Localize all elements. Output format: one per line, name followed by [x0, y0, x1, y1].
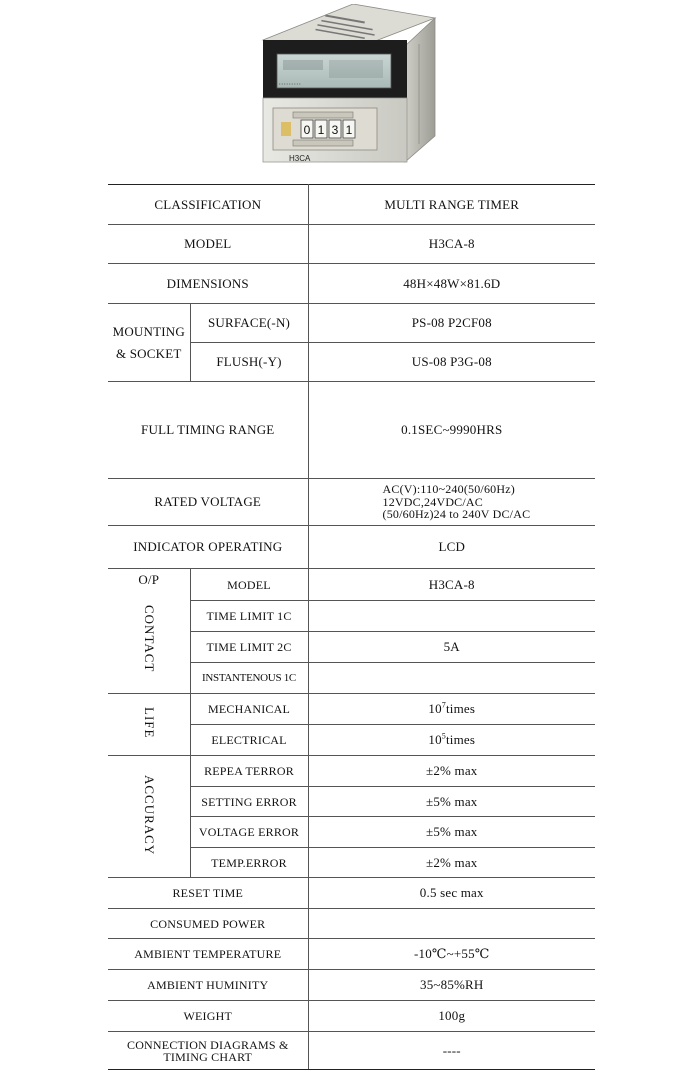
op-model-label: MODEL [190, 569, 308, 601]
time-limit-1c-value [308, 601, 595, 632]
rated-voltage-value [308, 479, 595, 526]
row-rated-voltage [108, 479, 595, 526]
mechanical-label: MECHANICAL [190, 694, 308, 725]
svg-text:• • • • • • • • •: • • • • • • • • • [279, 81, 301, 86]
connection-label [108, 1032, 308, 1070]
row-mounting-surface [108, 304, 595, 343]
row-model [108, 225, 595, 264]
row-classification [108, 185, 595, 225]
row-ambient-temperature [108, 939, 595, 970]
ambient-temperature-label: AMBIENT TEMPERATURE [108, 939, 308, 970]
setting-error-value: ±5% max [308, 787, 595, 817]
time-limit-2c-value: 5A [308, 632, 595, 663]
weight-label: WEIGHT [108, 1001, 308, 1032]
model-value: H3CA-8 [308, 225, 595, 264]
ambient-huminity-value: 35~85%RH [308, 970, 595, 1001]
rated-voltage-line2: 12VDC,24VDC/AC [382, 494, 483, 509]
life-label-cell [108, 694, 190, 756]
instantenous-1c-value [308, 663, 595, 694]
op-model-value: H3CA-8 [308, 569, 595, 601]
repeat-error-value: ±2% max [308, 756, 595, 787]
row-full-timing-range [108, 382, 595, 479]
indicator-operating-value: LCD [308, 526, 595, 569]
electrical-value [308, 725, 595, 756]
full-timing-range-value: 0.1SEC~9990HRS [308, 382, 595, 479]
mounting-label-line1: MOUNTING [112, 323, 185, 339]
reset-time-label: RESET TIME [108, 878, 308, 909]
instantenous-1c-label: INSTANTENOUS 1C [190, 663, 308, 694]
electrical-exp: 5 [441, 731, 446, 741]
electrical-base: 10 [428, 732, 442, 747]
connection-label-line2: TIMING CHART [163, 1049, 253, 1064]
spec-table [108, 184, 595, 1070]
op-contact-label [108, 569, 190, 694]
row-indicator-operating [108, 526, 595, 569]
temp-error-label: TEMP.ERROR [190, 848, 308, 878]
voltage-error-label: VOLTAGE ERROR [190, 817, 308, 848]
consumed-power-value [308, 909, 595, 939]
contact-vertical-label: CONTACT [141, 604, 157, 673]
row-consumed-power [108, 909, 595, 939]
repeat-error-label: REPEA TERROR [190, 756, 308, 787]
op-label: O/P [138, 572, 160, 587]
flush-label: FLUSH(-Y) [190, 343, 308, 382]
product-panel-label: H3CA [289, 154, 311, 163]
surface-label: SURFACE(-N) [190, 304, 308, 343]
row-life-mechanical [108, 694, 595, 725]
consumed-power-label: CONSUMED POWER [108, 909, 308, 939]
digit-3: 3 [331, 123, 339, 137]
mechanical-value [308, 694, 595, 725]
voltage-error-value: ±5% max [308, 817, 595, 848]
accuracy-vertical-label: ACCURACY [141, 774, 157, 856]
ambient-huminity-label: AMBIENT HUMINITY [108, 970, 308, 1001]
mechanical-exp: 7 [441, 700, 446, 710]
classification-value: MULTI RANGE TIMER [308, 185, 595, 225]
flush-value: US-08 P3G-08 [308, 343, 595, 382]
surface-value: PS-08 P2CF08 [308, 304, 595, 343]
time-limit-2c-label: TIME LIMIT 2C [190, 632, 308, 663]
classification-label: CLASSIFICATION [108, 185, 308, 225]
dimensions-label: DIMENSIONS [108, 264, 308, 304]
rated-voltage-label: RATED VOLTAGE [108, 479, 308, 526]
connection-label-line1: CONNECTION DIAGRAMS & [126, 1037, 289, 1052]
time-limit-1c-label: TIME LIMIT 1C [190, 601, 308, 632]
mechanical-base: 10 [428, 701, 442, 716]
ambient-temperature-value: -10℃~+55℃ [308, 939, 595, 970]
weight-value: 100g [308, 1001, 595, 1032]
row-reset-time [108, 878, 595, 909]
reset-time-value: 0.5 sec max [308, 878, 595, 909]
row-op-model [108, 569, 595, 601]
connection-value: ---- [308, 1032, 595, 1070]
row-weight [108, 1001, 595, 1032]
row-repeat-error [108, 756, 595, 787]
row-ambient-huminity [108, 970, 595, 1001]
digit-4: 1 [345, 123, 353, 137]
full-timing-range-label: FULL TIMING RANGE [108, 382, 308, 479]
timer-product-image [255, 4, 445, 172]
life-vertical-label: LIFE [141, 707, 157, 739]
digit-2: 1 [317, 123, 325, 137]
electrical-unit: times [445, 732, 476, 747]
row-connection [108, 1032, 595, 1070]
indicator-operating-label: INDICATOR OPERATING [108, 526, 308, 569]
mechanical-unit: times [445, 701, 476, 716]
rated-voltage-line1: AC(V):110~240(50/60Hz) [382, 482, 515, 497]
temp-error-value: ±2% max [308, 848, 595, 878]
row-dimensions [108, 264, 595, 304]
mounting-socket-label [108, 304, 190, 382]
digit-1: 0 [303, 123, 311, 137]
model-label: MODEL [108, 225, 308, 264]
dimensions-value: 48H×48W×81.6D [308, 264, 595, 304]
mounting-label-line2: & SOCKET [115, 345, 182, 361]
rated-voltage-line3: (50/60Hz)24 to 240V DC/AC [382, 507, 531, 522]
electrical-label: ELECTRICAL [190, 725, 308, 756]
setting-error-label: SETTING ERROR [190, 787, 308, 817]
accuracy-label-cell [108, 756, 190, 878]
